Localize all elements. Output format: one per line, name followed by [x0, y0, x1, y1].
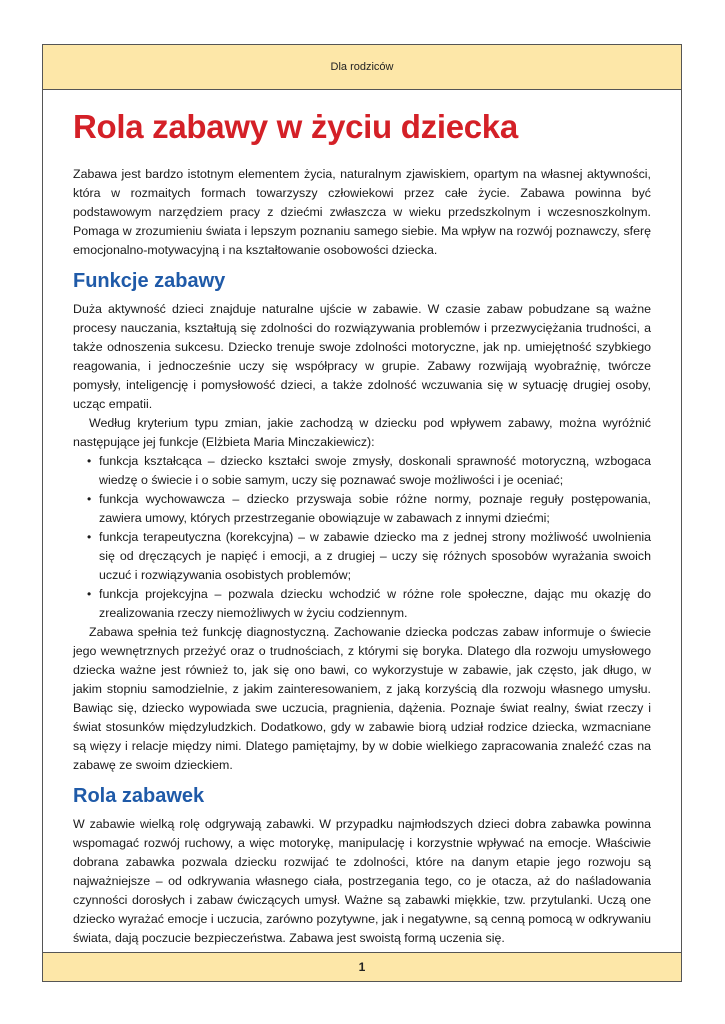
page-title: Rola zabawy w życiu dziecka: [73, 108, 518, 145]
page-content: [73, 107, 651, 948]
bullet-icon: •: [87, 530, 92, 544]
bullet-icon: •: [87, 587, 92, 601]
list-item-text: funkcja kształcąca – dziecko kształci swoje zmysły, doskonali sprawność motoryczną, wzbogaca wiedzę o świecie i o sobie samym, uczy się poznawać swoje możliwości i je oceniać;: [99, 454, 651, 487]
footer-band: [43, 952, 681, 981]
intro-paragraph: Zabawa jest bardzo istotnym elementem życia, naturalnym zjawiskiem, opartym na własnej aktywności, która w rozmaitych formach towarzyszy człowiekowi przez całe życie. Zabawa powinna być podstawowym narzędziem pracy z dziećmi zwłaszcza w wieku przedszkolnym i wczesnoszkolnym. Pomaga w zrozumieniu świata i lepszym poznaniu samego siebie. Ma wpływ na rozwój poznawczy, sferę emocjonalno-motywacyjną i na kształtowanie osobowości dziecka.: [73, 167, 651, 257]
bullet-icon: •: [87, 454, 92, 468]
list-item-text: funkcja wychowawcza – dziecko przyswaja sobie różne normy, poznaje reguły postępowania, zawiera umowy, których przestrzeganie obowiązuje w zabawach z innymi dziećmi;: [99, 492, 651, 525]
list-item: [89, 452, 651, 490]
list-item-text: funkcja projekcyjna – pozwala dziecku wchodzić w różne role społeczne, dając mu okazję do zrealizowania rzeczy niemożliwych w życiu codziennym.: [99, 587, 651, 620]
functions-list: [73, 452, 651, 623]
section-heading-zabawki: Rola zabawek: [73, 785, 205, 807]
section2-paragraph-1: W zabawie wielką rolę odgrywają zabawki. W przypadku najmłodszych dzieci dobra zabawka powinna wspomagać rozwój ruchowy, a więc motorykę, manipulację i korzystnie wpływać na emocje. Właściwie dobrana zabawka pozwala dziecku rozwijać te zdolności, które na danym etapie jego rozwoju są najważniejsze – od odkrywania własnego ciała, postrzegania tego, co je otacza, aż do naśladowania czynności dorosłych i zabaw ćwiczących umysł. Ważne są zabawki miękkie, tzw. przytulanki. Uczą one dziecko wyrażać emocje i uczucia, zarówno pozytywne, jak i negatywne, są cenną pomocą w odkrywaniu świata, dają poczucie bezpieczeństwa. Zabawa jest swoistą formą uczenia się.: [73, 817, 651, 945]
section-heading-funkcje: Funkcje zabawy: [73, 270, 226, 292]
header-label: Dla rodziców: [330, 61, 394, 73]
section1-paragraph-2: Według kryterium typu zmian, jakie zachodzą w dziecku pod wpływem zabawy, można wyróżnić następujące jej funkcje (Elżbieta Maria Minczakiewicz):: [73, 416, 651, 449]
section1-paragraph-1: Duża aktywność dzieci znajduje naturalne ujście w zabawie. W czasie zabaw pobudzane są ważne procesy nauczania, kształtują się zdolności do rozwiązywania problemów i przezwyciężania trudności, a także odnoszenia sukcesu. Dziecko trenuje swoje zdolności motoryczne, jak np. umiejętność szybkiego reagowania, i jednocześnie uczy się współpracy w grupie. Zabawy rozwijają wyobraźnię, twórcze pomysły, inteligencję i pomysłowość dzieci, a także zdolność wczuwania się w sytuację drugiej osoby, ucząc empatii.: [73, 302, 651, 411]
page-frame: [42, 44, 682, 982]
header-band: [43, 45, 681, 90]
list-item: [89, 585, 651, 623]
page-number: 1: [358, 960, 366, 974]
list-item-text: funkcja terapeutyczna (korekcyjna) – w zabawie dziecko ma z jednej strony możliwość uwolnienia się od dręczących je napięć i emocji, a z drugiej – uczy się różnych sposobów wyrażania swoich uczuć i rozwiązywania osobistych problemów;: [99, 530, 651, 582]
section1-paragraph-3: Zabawa spełnia też funkcję diagnostyczną. Zachowanie dziecka podczas zabaw informuje o świecie jego wewnętrznych przeżyć oraz o trudnościach, z którymi się boryka. Dlatego dla rozwoju umysłowego dziecka ważne jest również to, jak się ono bawi, co wykorzystuje w zabawie, jak często, jak długo, w jakim stopniu samodzielnie, z jakim zainteresowaniem, z jaką korzyścią dla rozwoju własnego umysłu. Bawiąc się, dziecko wypowiada swe uczucia, pragnienia, dążenia. Poznaje świat realny, świat rzeczy i świat stosunków międzyludzkich. Dodatkowo, gdy w zabawie biorą udział rodzice dziecka, wzmacniane są więzy i relacje między nimi. Dlatego pamiętajmy, by w dobie wielkiego zapracowania znaleźć czas na zabawę ze swoim dzieckiem.: [73, 625, 651, 772]
list-item: [89, 490, 651, 528]
list-item: [89, 528, 651, 585]
bullet-icon: •: [87, 492, 92, 506]
